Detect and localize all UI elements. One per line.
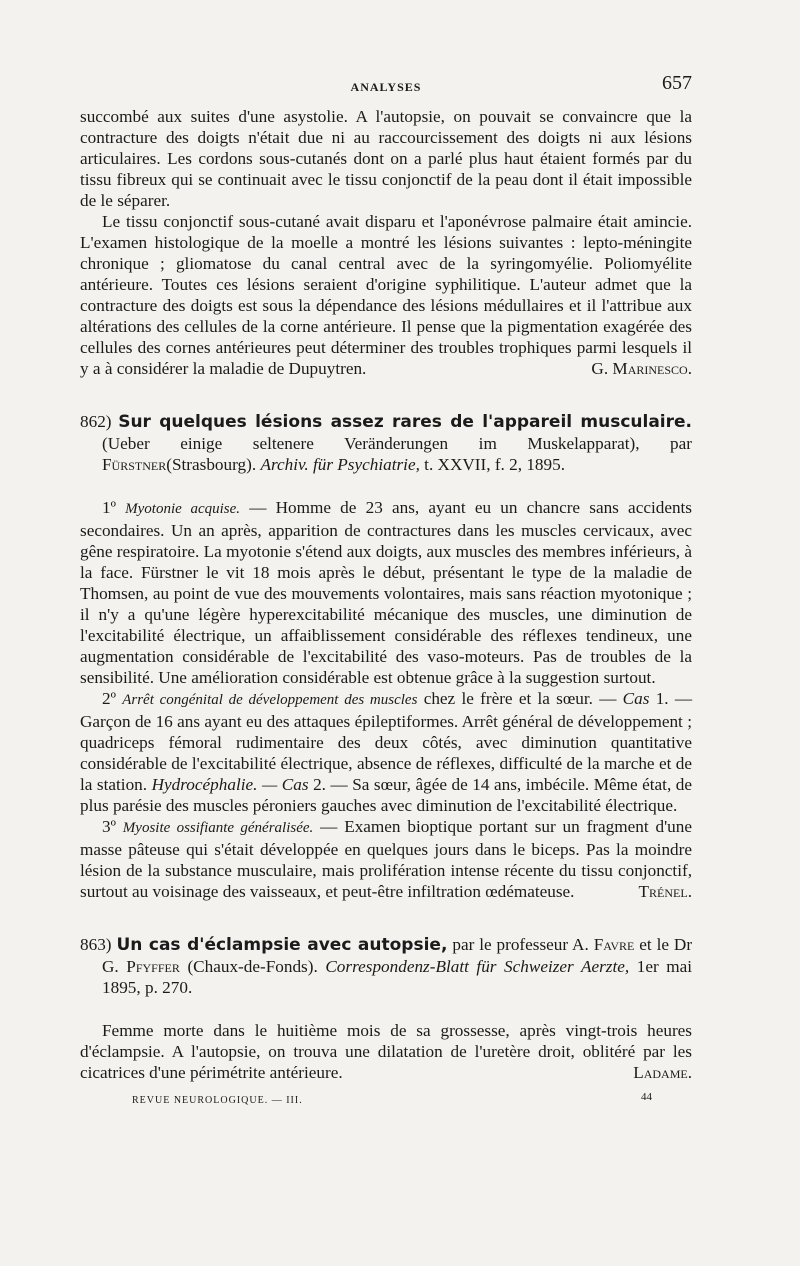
article-title: Un cas d'éclampsie avec autopsie, [116,935,448,955]
article-heading [80,934,692,998]
case-title: Arrêt congénital de développement des muscles [122,692,418,708]
case-label: Hydrocéphalie. — Cas [151,775,309,794]
case-3 [80,816,692,902]
case-2 [80,688,692,816]
paragraph-text: Le tissu conjonctif sous-cutané avait disparu et l'aponévrose palmaire était amincie. L'examen histologique de la moelle a montré les lésions suivantes : lepto-méningite chronique ; gliomatose du canal central avec de la syringomyélie. Poliomyélite antérieure. Toutes ces lésions seraient d'origine syphilitique. L'auteur admet que la contracture des doigts est sous la dépendance des lésions médullaires et il l'attribue aux altérations des cellules de la corne antérieure. Il pense que la pigmentation exagérée des cellules des cornes antérieures peut déterminer des troubles trophiques parmi lesquels il y a à considérer la maladie de Dupuytren. [80,212,692,378]
case-text: — Examen bioptique portant sur un fragment d'une masse pâteuse qui s'était développée en quelques jours dans le biceps. Pas la moindre lésion de la substance musculaire, mais prolifération intense récente du tissu conjonctif, surtout au voisinage des vaisseaux, et peut-être infiltration œdémateuse. [80,817,692,901]
paragraph: succombé aux suites d'une asystolie. A l'autopsie, on pouvait se convaincre que la contracture des doigts n'était due ni au raccourcissement des doigts ni aux lésions articulaires. Les cordons sous-cutanés dont on a parlé plus haut étaient formés par du tissu fibreux qui se continuait avec le tissu conjonctif de la peau dont il était impossible de le séparer. [80,107,692,210]
article-journal: Correspondenz-Blatt für Schweizer Aerzte, [325,957,630,976]
paragraph [80,211,692,379]
article-and: et le Dr G. [102,935,693,976]
article-number: 863) [80,935,112,954]
signature: G. Marinesco. [591,359,692,378]
article-heading [80,411,692,475]
case-text: 1. — Garçon de 16 ans ayant eu des attaques épileptiformes. Arrêt général de développement ; quadriceps fémoral rudimentaire des deux côtés, avec diminution quantitative considérable de l'excitabilité électrique, absence de réflexes, difficulté de la marche et de la station. [80,689,693,794]
footer-journal: REVUE NEUROLOGIQUE. — III. [132,1095,303,1106]
article-863 [80,934,692,1083]
paragraph-text: Femme morte dans le huitième mois de sa grossesse, après vingt-trois heures d'éclampsie. A l'autopsie, on trouva une dilatation de l'uretère droit, oblitéré par les cicatrices d'une périmétrite antérieure. [80,1021,692,1082]
case-number: 1º [102,498,116,517]
case-number: 3º [102,817,116,836]
article-journal: Archiv. für Psychiatrie, [260,455,420,474]
sheet-number: 44 [641,1091,652,1103]
page-footer [80,1091,692,1113]
case-number: 2º [102,689,116,708]
article-source: (Ueber einige seltenere Veränderungen im Muskelapparat), par [102,434,692,453]
case-text: chez le frère et la sœur. — [423,689,617,708]
running-head: ANALYSES [350,80,422,94]
article-by: par le professeur A. [452,935,589,954]
page-number: 657 [662,72,692,94]
article-author: Favre [593,935,635,954]
case-title: Myotonie acquise. [125,501,241,517]
page-header [80,70,692,106]
signature: Trénel. [638,882,692,901]
article-author: Pfyffer [126,957,180,976]
paragraph [80,1020,692,1083]
article-author: Fürstner [102,455,167,474]
case-text: — Homme de 23 ans, ayant eu un chancre sans accidents secondaires. Un an après, apparition de contractures dans les muscles cervicaux, avec gêne respiratoire. La myotonie s'étend aux doigts, aux muscles des membres inférieurs, à la face. Fürstner le vit 18 mois après le début, présentant le type de la maladie de Thomsen, au point de vue des mouvements volontaires, mais sans réaction myotonique ; il n'y a qu'une légère hyperexcitabilité mécanique des muscles, une diminution de l'excitabilité électrique, un affaiblissement considérable des réflexes tendineux, une augmentation considérable de l'excitabilité des vaso-moteurs. Pas de troubles de la sensibilité. Une amélioration considérable est obtenue grâce à la suggestion surtout. [80,498,693,687]
article-reference: t. XXVII, f. 2, 1895. [424,455,565,474]
case-1 [80,497,692,688]
article-reference: 1er mai 1895, p. 270. [102,957,693,997]
article-862 [80,411,692,902]
article-title: Sur quelques lésions assez rares de l'appareil musculaire. [118,412,693,432]
case-text: 2. — Sa sœur, âgée de 14 ans, imbécile. Même état, de plus parésie des muscles péroniers gauches avec diminution de l'excitabilité électrique. [80,775,693,815]
article-author-location: (Chaux-de-Fonds). [187,957,318,976]
article-author-location: (Strasbourg). [166,455,257,474]
case-title: Myosite ossifiante généralisée. [122,820,314,836]
article-861-tail [80,106,692,379]
article-number: 862) [80,412,112,431]
signature: Ladame. [633,1063,692,1082]
case-label: Cas [622,689,650,708]
